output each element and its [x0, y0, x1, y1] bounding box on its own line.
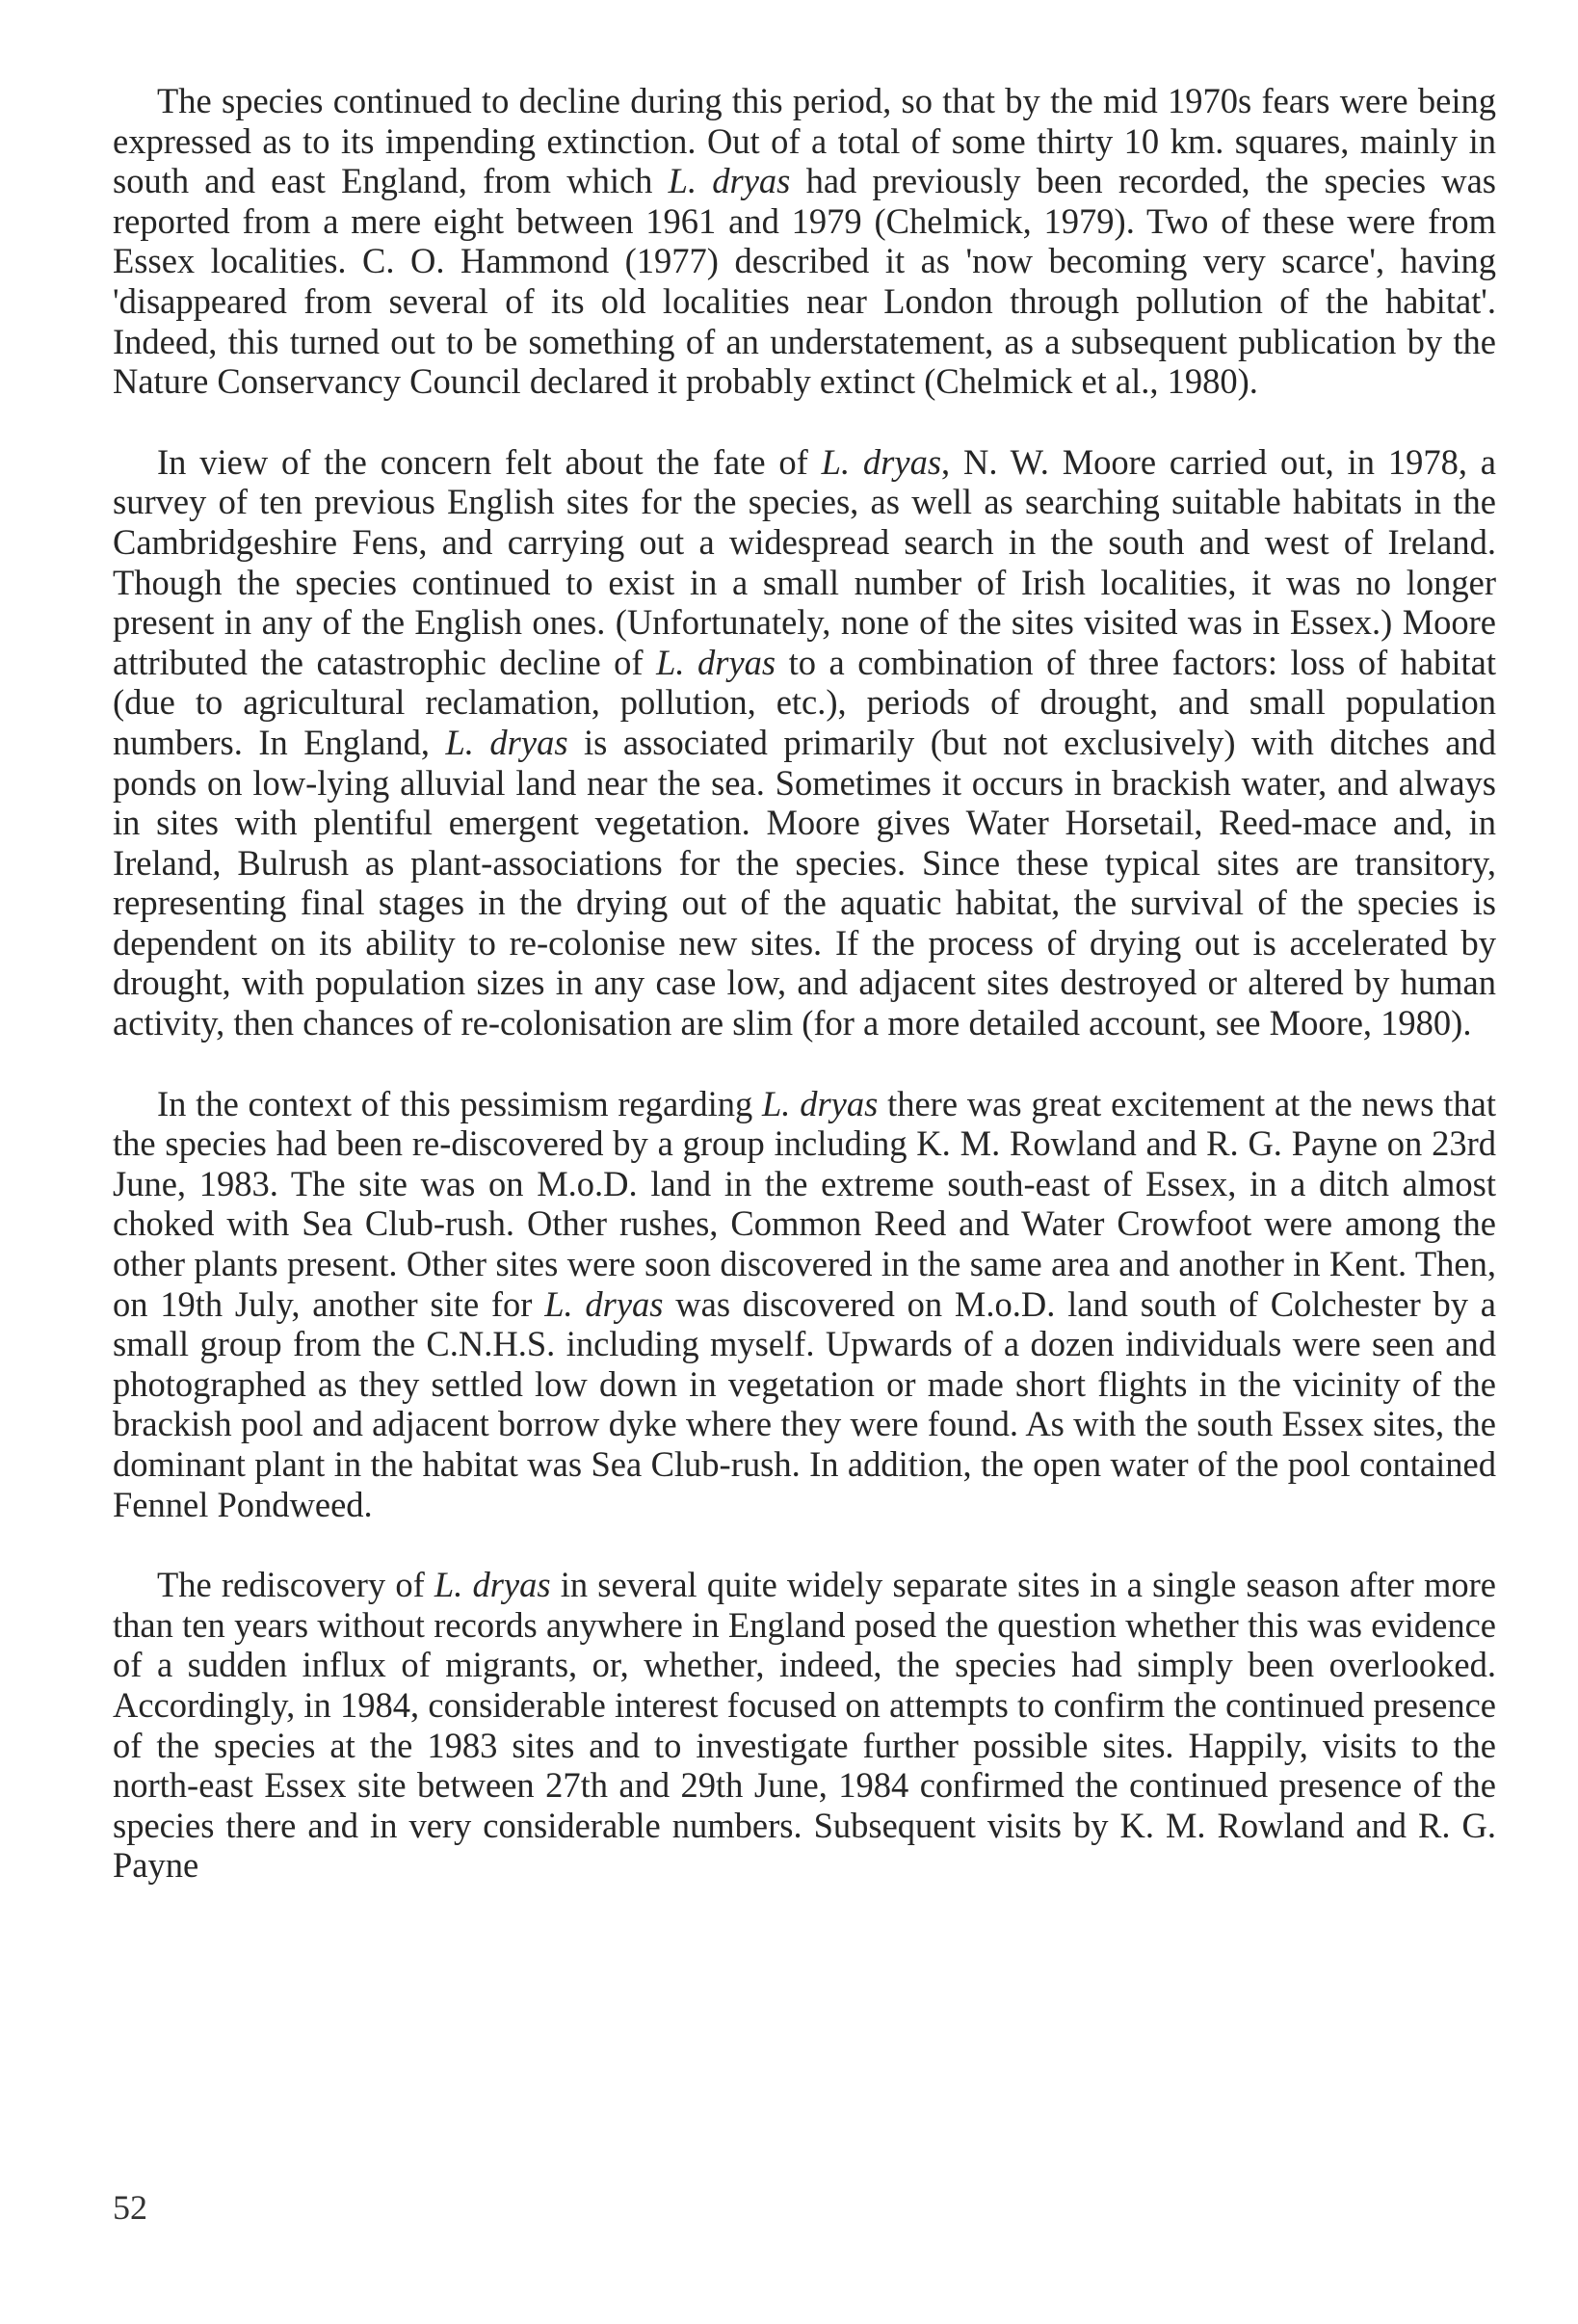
body-text — [113, 81, 1496, 1886]
paragraph-1-text: had previously been recorded, the species was reported from a mere eight between 1961 and 1979 (Chelmick, 1979). Two of these were from Essex localities. C. O. Hammond (1977) described it as 'now becoming very scarce', having 'disappeared from several of its old localities near London through pollution of the habitat'. Indeed, this turned out to be something of an understatement, as a subsequent publication by the Nature Conservancy Council declared it probably extinct (Chelmick et al., 1980). — [113, 161, 1496, 402]
paragraph-4-text: The rediscovery of — [157, 1565, 434, 1605]
paragraph-3-text: was discovered on M.o.D. land south of Colchester by a small group from the C.N.H.S. including myself. Upwards of a dozen individuals were seen and photographed as they settled low down in vegetation or made short flights in the vicinity of the brackish pool and adjacent borrow dyke where they were found. As with the south Essex sites, the dominant plant in the habitat was Sea Club-rush. In addition, the open water of the pool contained Fennel Pondweed. — [113, 1283, 1496, 1524]
paragraph-2-text: is associated primarily (but not exclusively) with ditches and ponds on low-lying alluvial land near the sea. Sometimes it occurs in brackish water, and always in sites with plentiful emergent vegetation. Moore gives Water Horsetail, Reed-mace and, in Ireland, Bulrush as plant-associations for the species. Since these typical sites are transitory, representing final stages in the drying out of the aquatic habitat, the survival of the species is dependent on its ability to re-colonise new sites. If the process of drying out is accelerated by drought, with population sizes in any case low, and adjacent sites destroyed or altered by human activity, then chances of re-colonisation are slim (for a more detailed account, see Moore, 1980). — [113, 722, 1496, 1043]
paragraph-4 — [113, 1565, 1496, 1886]
paragraph-2-text: to a combination of three factors: loss of habitat (due to agricultural reclamation, pollution, etc.), periods of drought, and small population numbers. In England, — [113, 642, 1496, 762]
paragraph-1-text: The species continued to decline during this period, so that by the mid 1970s fears were being expressed as to its impending extinction. Out of a total of some thirty 10 km. squares, mainly in south and east England, from which — [113, 81, 1496, 201]
paragraph-3-text: there was great excitement at the news that the species had been re-discovered by a group including K. M. Rowland and R. G. Payne on 23rd June, 1983. The site was on M.o.D. land in the extreme south-east of Essex, in a ditch almost choked with Sea Club-rush. Other rushes, Common Reed and Water Crowfoot were among the other plants present. Other sites were soon discovered in the same area and another in Kent. Then, on 19th July, another site for — [113, 1083, 1496, 1324]
species-name: L. dryas — [544, 1283, 664, 1324]
species-name: L. dryas — [656, 642, 776, 682]
paragraph-4-text: in several quite widely separate sites in a single season after more than ten years without records anywhere in England posed the question whether this was evidence of a sudden influx of migrants, or, whether, indeed, the species had simply been overlooked. Accordingly, in 1984, considerable interest focused on attempts to confirm the continued presence of the species at the 1983 sites and to investigate further possible sites. Happily, visits to the north-east Essex site between 27th and 29th June, 1984 confirmed the continued presence of the species there and in very considerable numbers. Subsequent visits by K. M. Rowland and R. G. Payne — [113, 1565, 1496, 1886]
species-name: L. dryas — [821, 441, 942, 482]
paragraph-3 — [113, 1084, 1496, 1525]
species-name: L. dryas — [434, 1565, 551, 1605]
paragraph-2 — [113, 442, 1496, 1043]
species-name: L. dryas — [445, 722, 568, 762]
paragraph-2-text: In view of the concern felt about the fate of — [157, 441, 822, 482]
paragraph-3-text: In the context of this pessimism regarding — [157, 1083, 762, 1123]
page-number: 52 — [113, 2188, 147, 2227]
species-name: L. dryas — [762, 1083, 879, 1123]
paragraph-2-text: , N. W. Moore carried out, in 1978, a survey of ten previous English sites for the species, as well as searching suitable habitats in the Cambridgeshire Fens, and carrying out a widespread search in the south and west of Ireland. Though the species continued to exist in a small number of Irish localities, it was no longer present in any of the English ones. (Unfortunately, none of the sites visited was in Essex.) Moore attributed the catastrophic decline of — [113, 441, 1496, 682]
species-name: L. dryas — [668, 161, 791, 201]
paragraph-1 — [113, 81, 1496, 402]
